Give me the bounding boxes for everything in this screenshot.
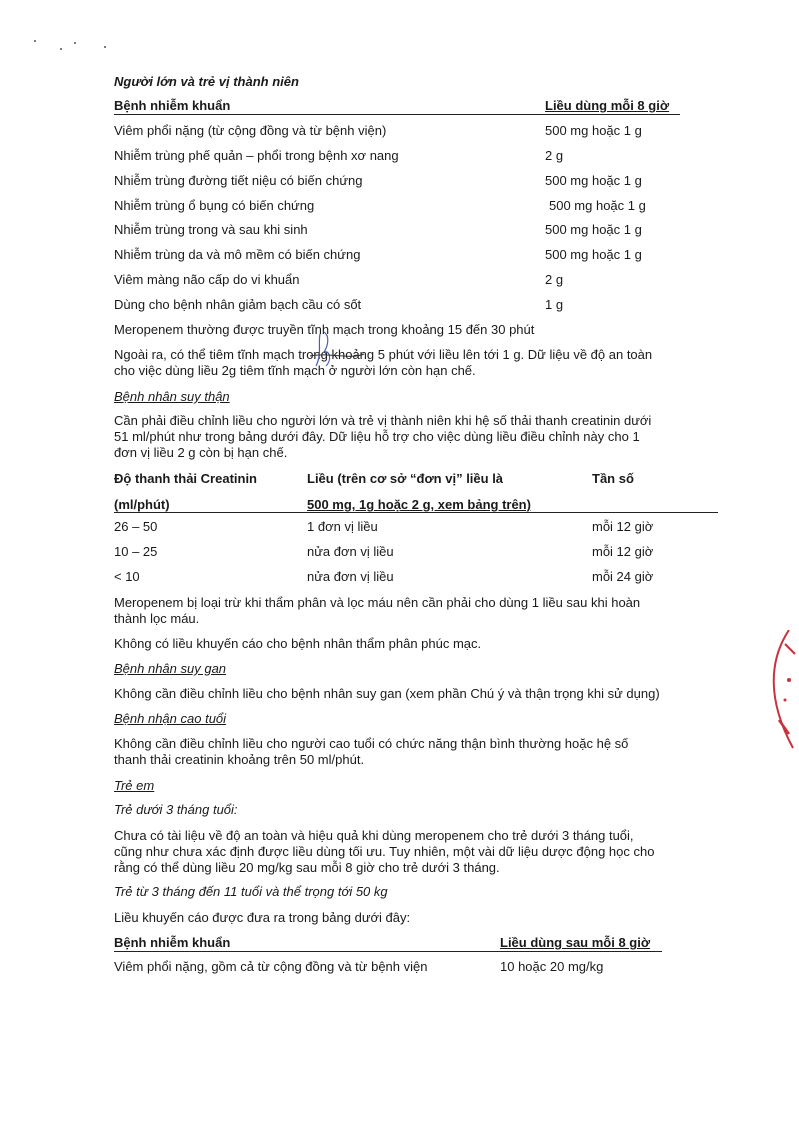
table-row-freq: mỗi 12 giờ bbox=[592, 544, 654, 559]
table-row-disease: Viêm phổi nặng, gồm cả từ cộng đồng và từ bệnh viện bbox=[114, 959, 428, 974]
adult-col-dose: Liều dùng mỗi 8 giờ bbox=[545, 98, 670, 113]
table-row-dose: 10 hoặc 20 mg/kg bbox=[500, 959, 604, 974]
dialysis-line-1: Meropenem bị loại trừ khi thẩm phân và lọc máu nên cần phải cho dùng 1 liều sau khi hoàn bbox=[114, 595, 641, 610]
age-range-heading: Trẻ từ 3 tháng đến 11 tuổi và thể trọng tới 50 kg bbox=[114, 884, 388, 899]
renal-heading: Bệnh nhân suy thận bbox=[114, 389, 230, 404]
adult-table-rule bbox=[114, 114, 680, 115]
handwritten-mark bbox=[300, 326, 370, 372]
renal-col-clearance: Độ thanh thải Creatinin bbox=[114, 471, 257, 486]
adult-col-disease: Bệnh nhiễm khuẩn bbox=[114, 98, 231, 113]
scan-speck bbox=[74, 42, 76, 44]
table-row-dose: 2 g bbox=[545, 272, 564, 287]
table-row-dose: 500 mg hoặc 1 g bbox=[545, 173, 642, 188]
renal-col-dose-note: 500 mg, 1g hoặc 2 g, xem bảng trên) bbox=[307, 497, 531, 512]
under3-line-1: Chưa có tài liệu về độ an toàn và hiệu quả khi dùng meropenem cho trẻ dưới 3 tháng tuổi, bbox=[114, 828, 634, 843]
children-col-disease: Bệnh nhiễm khuẩn bbox=[114, 935, 231, 950]
table-row-freq: mỗi 12 giờ bbox=[592, 519, 654, 534]
table-row-dose: nửa đơn vị liều bbox=[307, 569, 394, 584]
elderly-text-line-1: Không cần điều chỉnh liều cho người cao tuổi có chức năng thận bình thường hoặc hệ số bbox=[114, 736, 629, 751]
table-row-disease: Nhiễm trùng phế quản – phổi trong bệnh xơ nang bbox=[114, 148, 399, 163]
table-row-disease: Dùng cho bệnh nhân giảm bạch cầu có sốt bbox=[114, 297, 362, 312]
bolus-note-line-2: cho việc dùng liều 2g tiêm tĩnh mạch ở người lớn còn hạn chế. bbox=[114, 363, 476, 378]
children-heading: Trẻ em bbox=[114, 778, 155, 793]
elderly-heading: Bệnh nhận cao tuổi bbox=[114, 711, 227, 726]
bolus-note-line-1: Ngoài ra, có thể tiêm tĩnh mạch trong khoảng 5 phút với liều lên tới 1 g. Dữ liệu về độ an toàn bbox=[114, 347, 653, 362]
table-row-dose: 1 g bbox=[545, 297, 564, 312]
table-row-clearance: < 10 bbox=[114, 569, 140, 584]
infusion-note: Meropenem thường được truyền tĩnh mạch trong khoảng 15 đến 30 phút bbox=[114, 322, 535, 337]
under3-line-2: cũng như chưa xác định được liều dùng tối ưu. Tuy nhiên, một vài dữ liệu dược động học cho bbox=[114, 844, 655, 859]
children-table-rule bbox=[114, 951, 662, 952]
renal-col-dose: Liều (trên cơ sở “đơn vị” liều là bbox=[307, 471, 504, 486]
under3-line-3: rằng có thể dùng liều 20 mg/kg sau mỗi 8 giờ cho trẻ dưới 3 tháng. bbox=[114, 860, 500, 875]
table-row-disease: Viêm màng não cấp do vi khuẩn bbox=[114, 272, 300, 287]
table-row-dose: 1 đơn vị liều bbox=[307, 519, 378, 534]
children-col-dose: Liều dùng sau mỗi 8 giờ bbox=[500, 935, 651, 950]
renal-table-rule bbox=[114, 512, 718, 513]
table-row-disease: Nhiễm trùng da và mô mềm có biến chứng bbox=[114, 247, 361, 262]
table-row-clearance: 26 – 50 bbox=[114, 519, 158, 534]
table-row-freq: mỗi 24 giờ bbox=[592, 569, 654, 584]
renal-col-clearance-unit: (ml/phút) bbox=[114, 497, 170, 512]
scan-speck bbox=[60, 48, 62, 50]
table-row-clearance: 10 – 25 bbox=[114, 544, 158, 559]
renal-text-line-2: 51 ml/phút như trong bảng dưới đây. Dữ liệu hỗ trợ cho việc dùng liều điều chỉnh này cho 1 bbox=[114, 429, 640, 444]
adult-heading: Người lớn và trẻ vị thành niên bbox=[114, 74, 299, 89]
recommend-text: Liều khuyến cáo được đưa ra trong bảng dưới đây: bbox=[114, 910, 411, 925]
table-row-dose: 500 mg hoặc 1 g bbox=[549, 198, 646, 213]
table-row-dose: 500 mg hoặc 1 g bbox=[545, 247, 642, 262]
table-row-dose: 2 g bbox=[545, 148, 564, 163]
hepatic-heading: Bệnh nhân suy gan bbox=[114, 661, 227, 676]
table-row-disease: Nhiễm trùng ổ bụng có biến chứng bbox=[114, 198, 315, 213]
renal-text-line-3: đơn vị liều 2 g còn bị hạn chế. bbox=[114, 445, 288, 460]
table-row-dose: 500 mg hoặc 1 g bbox=[545, 222, 642, 237]
table-row-dose: nửa đơn vị liều bbox=[307, 544, 394, 559]
scan-speck bbox=[104, 46, 106, 48]
table-row-dose: 500 mg hoặc 1 g bbox=[545, 123, 642, 138]
dialysis-line-2: thành lọc máu. bbox=[114, 611, 200, 626]
table-row-disease: Nhiễm trùng đường tiết niệu có biến chứng bbox=[114, 173, 363, 188]
renal-text-line-1: Cần phải điều chỉnh liều cho người lớn và trẻ vị thành niên khi hệ số thải thanh creatinin dưới bbox=[114, 413, 652, 428]
renal-col-freq: Tần số bbox=[592, 471, 634, 486]
under3-heading: Trẻ dưới 3 tháng tuổi: bbox=[114, 802, 238, 817]
hepatic-text: Không cần điều chỉnh liều cho bệnh nhân suy gan (xem phần Chú ý và thận trọng khi sử dụng) bbox=[114, 686, 660, 701]
scan-speck bbox=[34, 40, 36, 42]
table-row-disease: Nhiễm trùng trong và sau khi sinh bbox=[114, 222, 308, 237]
table-row-disease: Viêm phổi nặng (từ cộng đồng và từ bệnh viện) bbox=[114, 123, 387, 138]
elderly-text-line-2: thanh thải creatinin khoảng trên 50 ml/phút. bbox=[114, 752, 365, 767]
red-stamp-fragment bbox=[759, 630, 799, 750]
peritoneal-note: Không có liều khuyến cáo cho bệnh nhân thẩm phân phúc mạc. bbox=[114, 636, 482, 651]
